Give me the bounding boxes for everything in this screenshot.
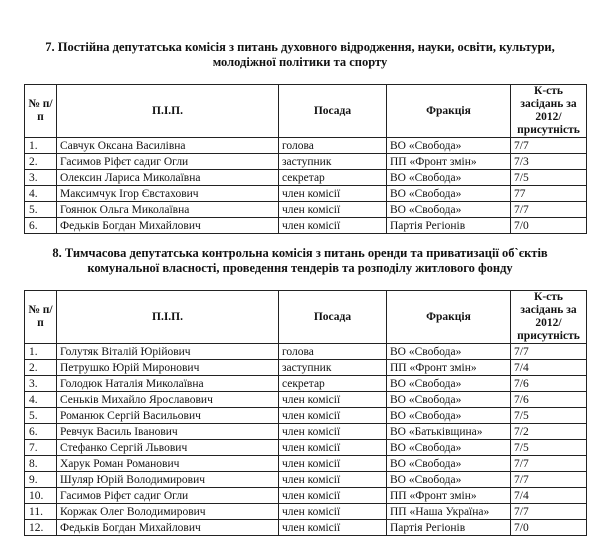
- col-header-num: № п/п: [25, 85, 57, 138]
- cell-position: член комісії: [279, 520, 387, 536]
- cell-position: секретар: [279, 170, 387, 186]
- cell-name: Федьків Богдан Михайлович: [57, 520, 279, 536]
- committee-7-title-line2: молодіжної політики та спорту: [212, 55, 388, 69]
- cell-num: 1.: [25, 138, 57, 154]
- cell-num: 6.: [25, 218, 57, 234]
- cell-num: 9.: [25, 472, 57, 488]
- cell-num: 6.: [25, 424, 57, 440]
- cell-attendance: 7/0: [511, 218, 587, 234]
- cell-name: Голутяк Віталій Юрійович: [57, 344, 279, 360]
- committee-7-heading: [20, 40, 580, 70]
- table-row: [25, 218, 587, 234]
- committee-8-table: [24, 290, 587, 536]
- committee-7-table: [24, 84, 587, 234]
- cell-faction: ВО «Свобода»: [387, 186, 511, 202]
- cell-num: 5.: [25, 202, 57, 218]
- cell-position: заступник: [279, 154, 387, 170]
- committee-8-title-line2: комунальної власності, проведення тендерів та розподілу житлового фонду: [87, 261, 513, 275]
- cell-faction: ПП «Наша Україна»: [387, 504, 511, 520]
- table-row: [25, 472, 587, 488]
- committee-8-rows: [25, 344, 587, 536]
- table-header-row: [25, 85, 587, 138]
- cell-faction: ВО «Свобода»: [387, 408, 511, 424]
- cell-faction: Партія Регіонів: [387, 218, 511, 234]
- cell-faction: Партія Регіонів: [387, 520, 511, 536]
- cell-name: Ревчук Василь Іванович: [57, 424, 279, 440]
- table-row: [25, 376, 587, 392]
- table-row: [25, 408, 587, 424]
- cell-num: 2.: [25, 154, 57, 170]
- cell-position: член комісії: [279, 456, 387, 472]
- table-row: [25, 520, 587, 536]
- cell-attendance: 7/7: [511, 138, 587, 154]
- cell-num: 1.: [25, 344, 57, 360]
- cell-name: Петрушко Юрій Миронович: [57, 360, 279, 376]
- table-row: [25, 202, 587, 218]
- committee-8-heading: [20, 246, 580, 276]
- cell-position: секретар: [279, 376, 387, 392]
- cell-faction: ВО «Свобода»: [387, 440, 511, 456]
- cell-num: 11.: [25, 504, 57, 520]
- cell-attendance: 7/5: [511, 170, 587, 186]
- table-row: [25, 186, 587, 202]
- cell-num: 7.: [25, 440, 57, 456]
- cell-name: Стефанко Сергій Львович: [57, 440, 279, 456]
- cell-name: Савчук Оксана Василівна: [57, 138, 279, 154]
- cell-position: член комісії: [279, 424, 387, 440]
- cell-faction: ВО «Свобода»: [387, 472, 511, 488]
- cell-faction: ВО «Батьківщина»: [387, 424, 511, 440]
- cell-name: Гасимов Ріфєт садиг Огли: [57, 488, 279, 504]
- col-header-name: П.І.П.: [57, 291, 279, 344]
- cell-position: заступник: [279, 360, 387, 376]
- cell-position: член комісії: [279, 504, 387, 520]
- cell-name: Коржак Олег Володимирович: [57, 504, 279, 520]
- cell-attendance: 7/6: [511, 376, 587, 392]
- cell-faction: ВО «Свобода»: [387, 138, 511, 154]
- cell-faction: ВО «Свобода»: [387, 170, 511, 186]
- table-row: [25, 360, 587, 376]
- cell-attendance: 7/2: [511, 424, 587, 440]
- cell-attendance: 7/7: [511, 202, 587, 218]
- table-row: [25, 440, 587, 456]
- col-header-position: Посада: [279, 85, 387, 138]
- col-header-faction: Фракція: [387, 291, 511, 344]
- cell-attendance: 7/0: [511, 520, 587, 536]
- cell-num: 5.: [25, 408, 57, 424]
- cell-name: Максимчук Ігор Євстахович: [57, 186, 279, 202]
- col-header-attendance: К-сть засідань за 2012/присутність: [511, 291, 587, 344]
- col-header-name: П.І.П.: [57, 85, 279, 138]
- table-row: [25, 488, 587, 504]
- cell-position: член комісії: [279, 202, 387, 218]
- cell-attendance: 7/6: [511, 392, 587, 408]
- cell-position: член комісії: [279, 392, 387, 408]
- table-header-row: [25, 291, 587, 344]
- table-row: [25, 344, 587, 360]
- table-row: [25, 154, 587, 170]
- table-row: [25, 504, 587, 520]
- cell-faction: ВО «Свобода»: [387, 456, 511, 472]
- cell-position: член комісії: [279, 186, 387, 202]
- col-header-attendance: К-сть засідань за 2012/присутність: [511, 85, 587, 138]
- cell-name: Олексин Лариса Миколаївна: [57, 170, 279, 186]
- cell-attendance: 7/4: [511, 488, 587, 504]
- cell-name: Харук Роман Романович: [57, 456, 279, 472]
- table-row: [25, 138, 587, 154]
- cell-position: член комісії: [279, 218, 387, 234]
- cell-position: член комісії: [279, 472, 387, 488]
- cell-num: 4.: [25, 392, 57, 408]
- cell-num: 4.: [25, 186, 57, 202]
- cell-faction: ВО «Свобода»: [387, 392, 511, 408]
- cell-attendance: 7/7: [511, 456, 587, 472]
- committee-7-rows: [25, 138, 587, 234]
- table-row: [25, 392, 587, 408]
- cell-faction: ПП «Фронт змін»: [387, 488, 511, 504]
- cell-attendance: 7/3: [511, 154, 587, 170]
- table-row: [25, 170, 587, 186]
- cell-attendance: 7/7: [511, 344, 587, 360]
- cell-name: Шуляр Юрій Володимирович: [57, 472, 279, 488]
- cell-name: Сеньків Михайло Ярославович: [57, 392, 279, 408]
- cell-faction: ВО «Свобода»: [387, 202, 511, 218]
- table-row: [25, 424, 587, 440]
- cell-num: 8.: [25, 456, 57, 472]
- cell-attendance: 7/5: [511, 408, 587, 424]
- cell-name: Гоянюк Ольга Миколаївна: [57, 202, 279, 218]
- cell-attendance: 7/7: [511, 472, 587, 488]
- cell-position: голова: [279, 138, 387, 154]
- cell-position: член комісії: [279, 408, 387, 424]
- cell-position: голова: [279, 344, 387, 360]
- col-header-faction: Фракція: [387, 85, 511, 138]
- col-header-position: Посада: [279, 291, 387, 344]
- cell-faction: ПП «Фронт змін»: [387, 360, 511, 376]
- col-header-num: № п/п: [25, 291, 57, 344]
- cell-num: 12.: [25, 520, 57, 536]
- cell-faction: ПП «Фронт змін»: [387, 154, 511, 170]
- cell-attendance: 7/5: [511, 440, 587, 456]
- cell-position: член комісії: [279, 488, 387, 504]
- cell-num: 10.: [25, 488, 57, 504]
- cell-name: Романюк Сергій Васильович: [57, 408, 279, 424]
- cell-name: Голодюк Наталія Миколаївна: [57, 376, 279, 392]
- cell-num: 3.: [25, 170, 57, 186]
- table-row: [25, 456, 587, 472]
- cell-attendance: 77: [511, 186, 587, 202]
- cell-attendance: 7/4: [511, 360, 587, 376]
- committee-7-title-line1: 7. Постійна депутатська комісія з питань духовного відродження, науки, освіти, культури,: [45, 40, 555, 54]
- cell-faction: ВО «Свобода»: [387, 376, 511, 392]
- cell-name: Федьків Богдан Михайлович: [57, 218, 279, 234]
- cell-attendance: 7/7: [511, 504, 587, 520]
- cell-num: 2.: [25, 360, 57, 376]
- cell-position: член комісії: [279, 440, 387, 456]
- cell-name: Гасимов Ріфєт садиг Огли: [57, 154, 279, 170]
- committee-8-title-line1: 8. Тимчасова депутатська контрольна комісія з питань оренди та приватизації об`єктів: [52, 246, 548, 260]
- cell-faction: ВО «Свобода»: [387, 344, 511, 360]
- cell-num: 3.: [25, 376, 57, 392]
